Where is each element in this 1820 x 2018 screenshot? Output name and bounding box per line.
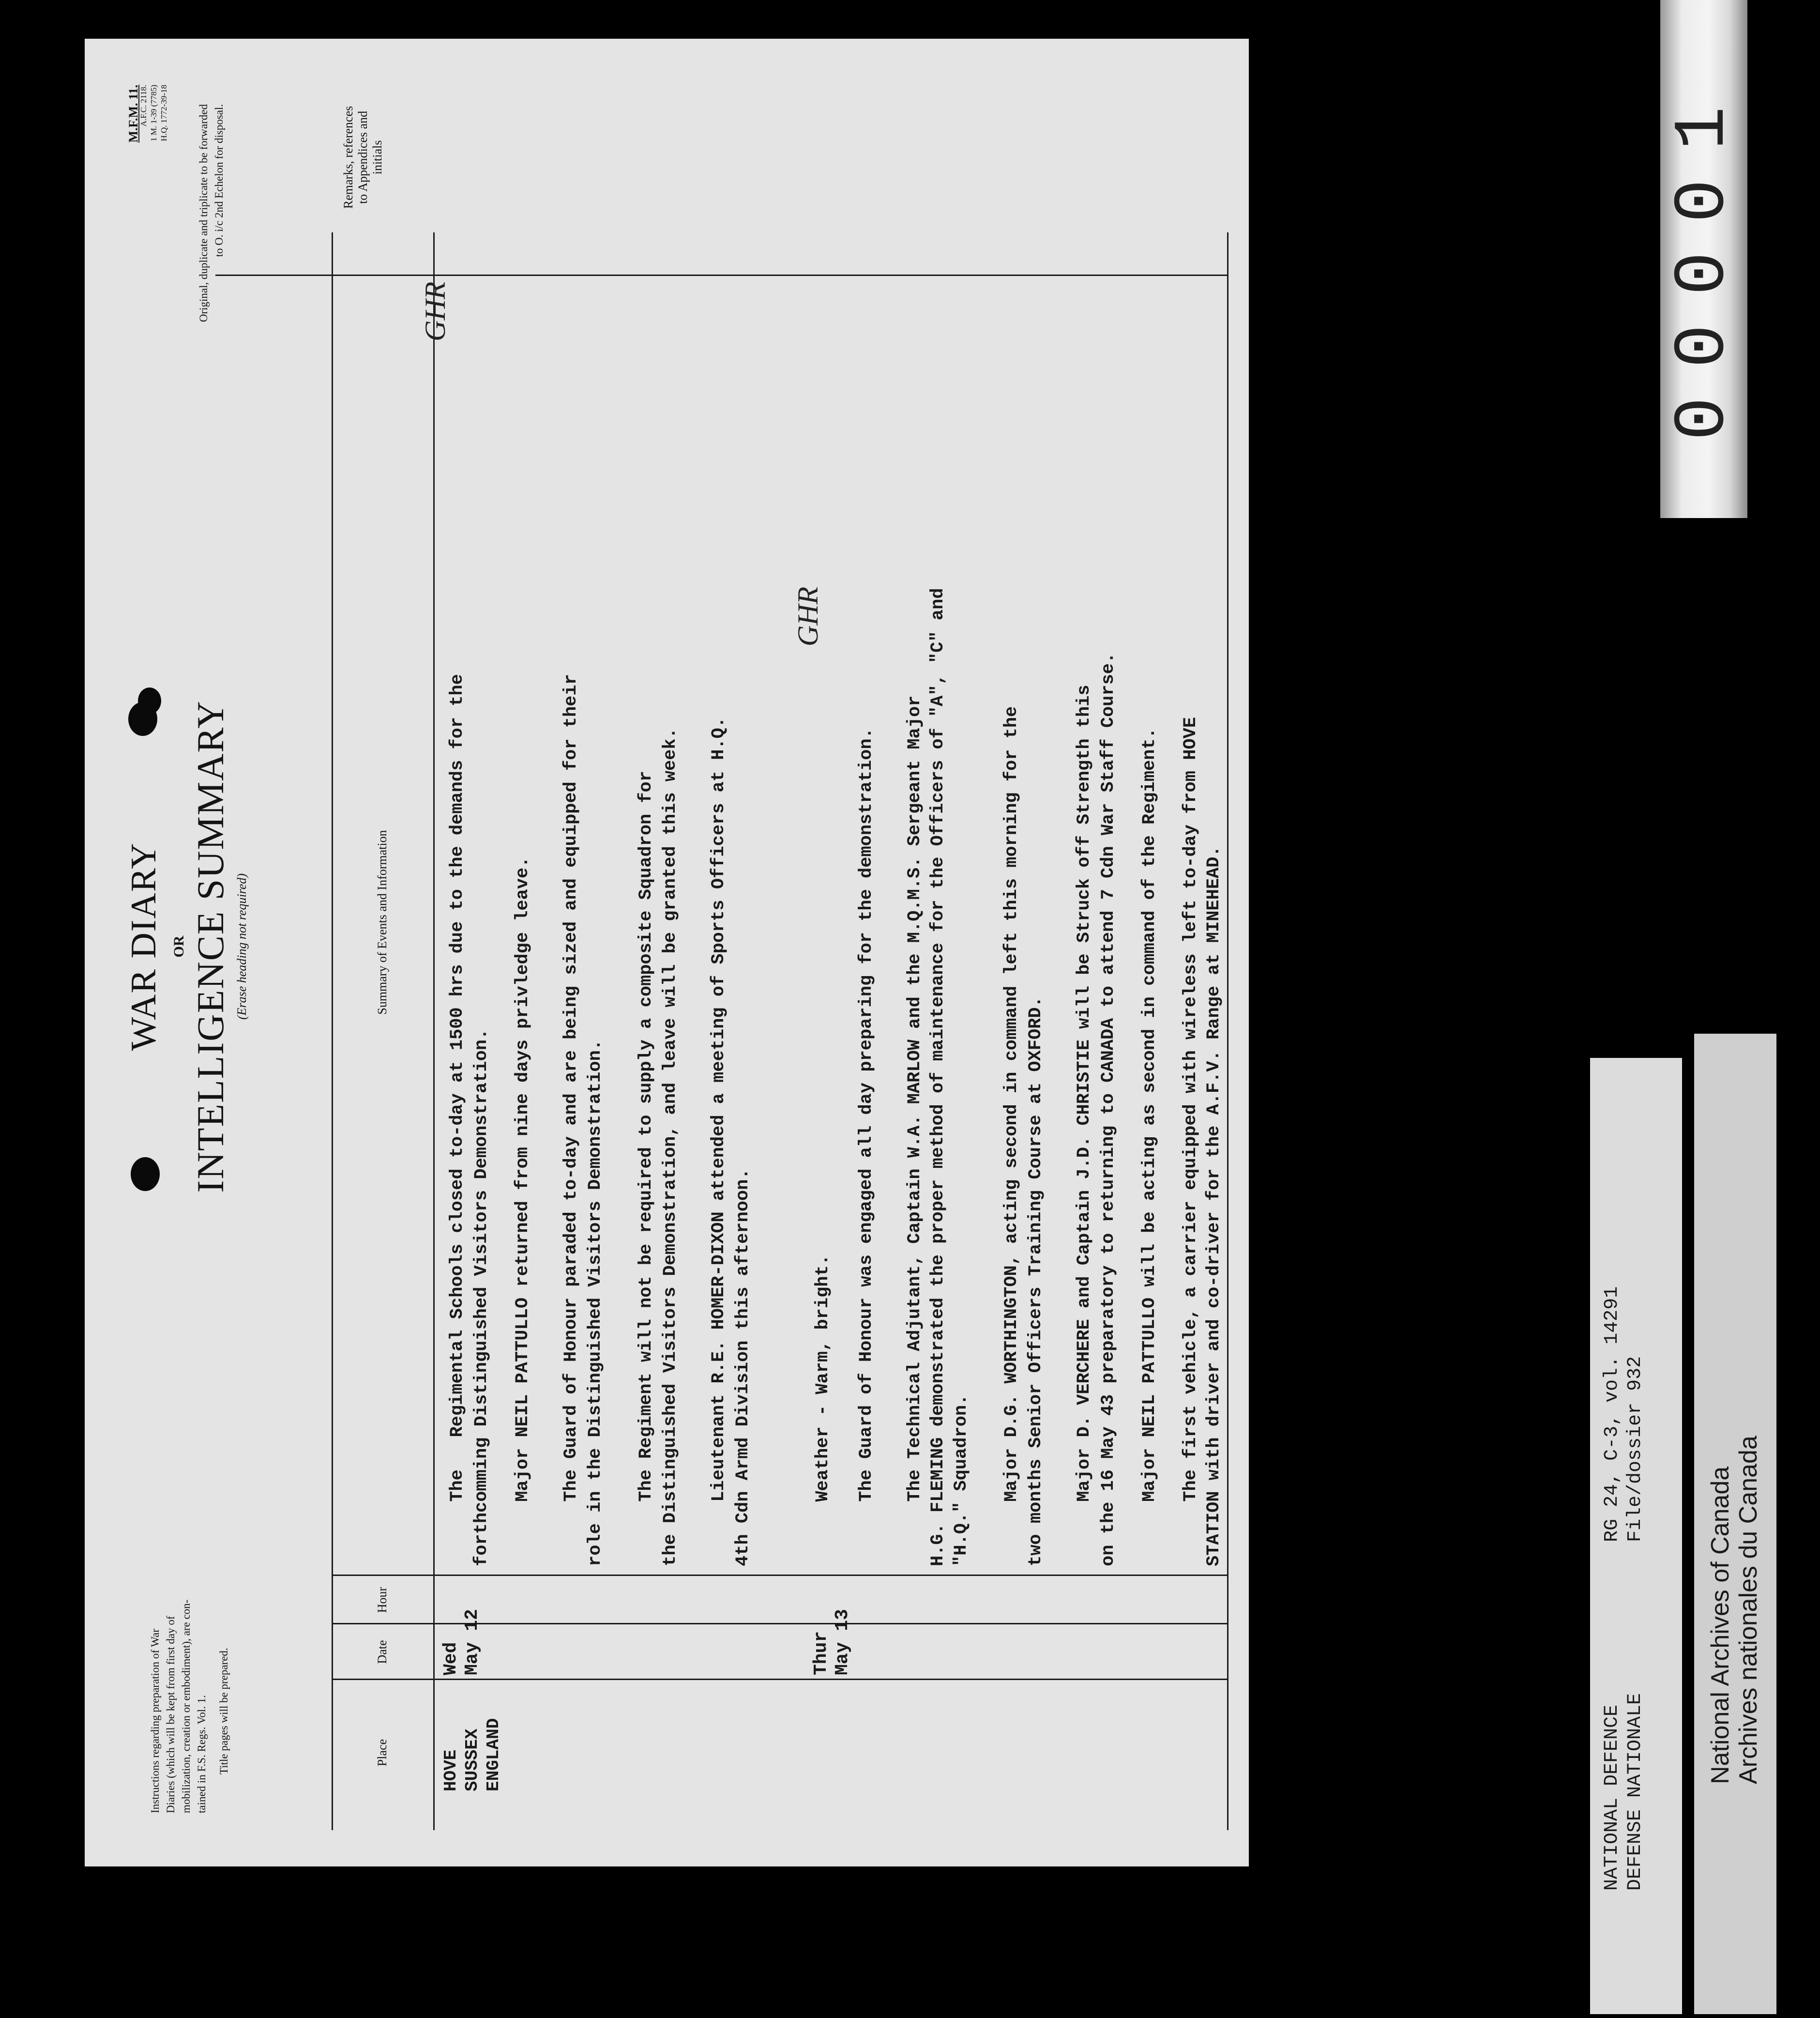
entry-line: Major NEIL PATTULLO will be acting as second in command of the Regiment. [1139, 728, 1160, 1566]
handwritten-initials: GHR [792, 586, 824, 646]
form-code-line: H.Q. 1772-39-18 [159, 85, 168, 141]
date-cell [440, 1609, 483, 1675]
instructions-line: Diaries (which will be kept from first day of [165, 1616, 177, 1813]
remarks-header-line: Remarks, references [341, 106, 355, 209]
date-day: Thur [811, 1631, 832, 1675]
header-rule [433, 232, 435, 1830]
entry-line: on the 16 May 43 preparatory to returning to CANADA to attend 7 Cdn War Staff Course. [1098, 652, 1119, 1566]
defence-label-text [1601, 1693, 1647, 1891]
entry-line: The Guard of Honour paraded to-day and are being sized and equipped for their [561, 674, 581, 1566]
rg-reference-text [1601, 1286, 1647, 1542]
title-erase-note: (Erase heading not required) [235, 873, 249, 1020]
archives-label-line: National Archives of Canada [1706, 1466, 1734, 1784]
defence-label-line: DEFENSE NATIONALE [1624, 1693, 1646, 1891]
entry-line: Major NEIL PATTULLO returned from nine days privledge leave. [513, 856, 533, 1566]
form-code-line: A.F.C. 2118. [139, 85, 148, 127]
date-value: May 12 [462, 1609, 483, 1675]
disposal-note-line: to O. i/c 2nd Echelon for disposal. [213, 104, 225, 257]
defence-label-line: NATIONAL DEFENCE [1601, 1704, 1623, 1891]
instructions-line: tained in F.S. Regs. Vol. 1. [196, 1695, 208, 1813]
entry-line: The Regimental Schools closed to-day at 1500 hrs due to the demands for the [447, 674, 468, 1566]
instructions-line: Instructions regarding preparation of War [149, 1629, 161, 1813]
disposal-note [196, 104, 227, 482]
entry-line: role in the Distinguished Visitors Demonstration. [585, 1040, 606, 1566]
entry-line: The first vehicle, a carrier equipped with wireless left to-day from HOVE [1181, 717, 1201, 1566]
entry-line: "H.Q." Squadron. [951, 1394, 971, 1566]
date-value: May 13 [832, 1609, 853, 1675]
column-header-date: Date [375, 1640, 389, 1664]
column-divider [332, 1679, 1227, 1680]
date-cell [811, 1609, 853, 1675]
form-reference-code [128, 85, 169, 230]
title-war-diary: WAR DIARY [124, 842, 164, 1051]
title-intelligence-summary: INTELLIGENCE SUMMARY [189, 700, 231, 1193]
table-top-border [332, 232, 333, 1830]
rg-reference-line: File/dossier 932 [1624, 1356, 1646, 1542]
frame-counter-strip [1660, 0, 1747, 518]
place-line: SUSSEX [462, 1728, 482, 1791]
entry-line: forthcomming Distinguished Visitors Demonstration. [471, 1028, 492, 1566]
place-line: ENGLAND [484, 1718, 503, 1791]
entry-line: Lieutenant R.E. HOMER-DIXON attended a meeting of Sports Officers at H.Q. [709, 717, 729, 1566]
column-header-summary: Summary of Events and Information [375, 830, 389, 1015]
form-code-line: 1 M. 1-39 (7785) [149, 85, 158, 142]
column-header-remarks [341, 44, 385, 271]
instructions-line: Title pages will be prepared. [218, 1648, 230, 1774]
entry-line: The Guard of Honour was engaged all day preparing for the demonstration. [856, 728, 877, 1566]
place-line: HOVE [441, 1749, 461, 1791]
entry-line: Major D. VERCHERE and Captain J.D. CHRISTIE will be Struck off Strength this [1074, 685, 1094, 1566]
date-day: Wed [440, 1642, 461, 1675]
remarks-header-line: to Appendices and [356, 110, 370, 204]
rg-reference-line: RG 24, C-3, vol. 14291 [1601, 1286, 1623, 1542]
place-cell [440, 1685, 504, 1791]
archives-label [1694, 1034, 1776, 2014]
column-divider [332, 1575, 1227, 1576]
entry-line: Major D.G. WORTHINGTON, acting second in command left this morning for the [1001, 706, 1022, 1566]
handwritten-initials: GHR [419, 281, 451, 341]
entry-line: the Distinguished Visitors Demonstration, and leave will be granted this week. [660, 728, 681, 1566]
table-bottom-border [1227, 232, 1228, 1830]
column-header-place: Place [375, 1739, 389, 1767]
punch-hole-mark [138, 688, 161, 714]
entry-line: H.G. FLEMING demonstrated the proper method of maintenance for the Officers of "A", "C" and [928, 588, 948, 1566]
archives-label-line: Archives nationales du Canada [1734, 1436, 1762, 1784]
war-diary-content [85, 39, 1249, 1866]
entry-line: 4th Cdn Armd Division this afternoon. [733, 1168, 753, 1566]
instructions-note [148, 1305, 232, 1813]
archives-label-text [1706, 1436, 1762, 1784]
entry-line: two months Senior Officers Training Course at OXFORD. [1026, 996, 1046, 1566]
remarks-header-line: initials [370, 140, 384, 175]
entry-line: STATION with driver and co-driver for the A.F.V. Range at MINEHEAD. [1204, 846, 1224, 1566]
form-number: M.F.M. 11. [126, 85, 140, 143]
disposal-note-line: Original, duplicate and triplicate to be forwarded [197, 104, 210, 322]
frame-counter: 00001 [1663, 77, 1745, 441]
instructions-line: mobilization, creation or embodiment), are con- [180, 1599, 192, 1813]
entry-line: The Regiment will not be required to supply a composite Squadron for [636, 770, 656, 1566]
entry-line: Weather - Warm, bright. [813, 1254, 833, 1566]
title-or: OR [171, 935, 187, 958]
defence-reference-label [1590, 1058, 1682, 2014]
column-header-hour: Hour [375, 1587, 389, 1613]
entry-line: The Technical Adjutant, Captain W.A. MARLOW and the M.Q.M.S. Sergeant Major [905, 695, 925, 1566]
war-diary-page [85, 39, 1249, 1866]
